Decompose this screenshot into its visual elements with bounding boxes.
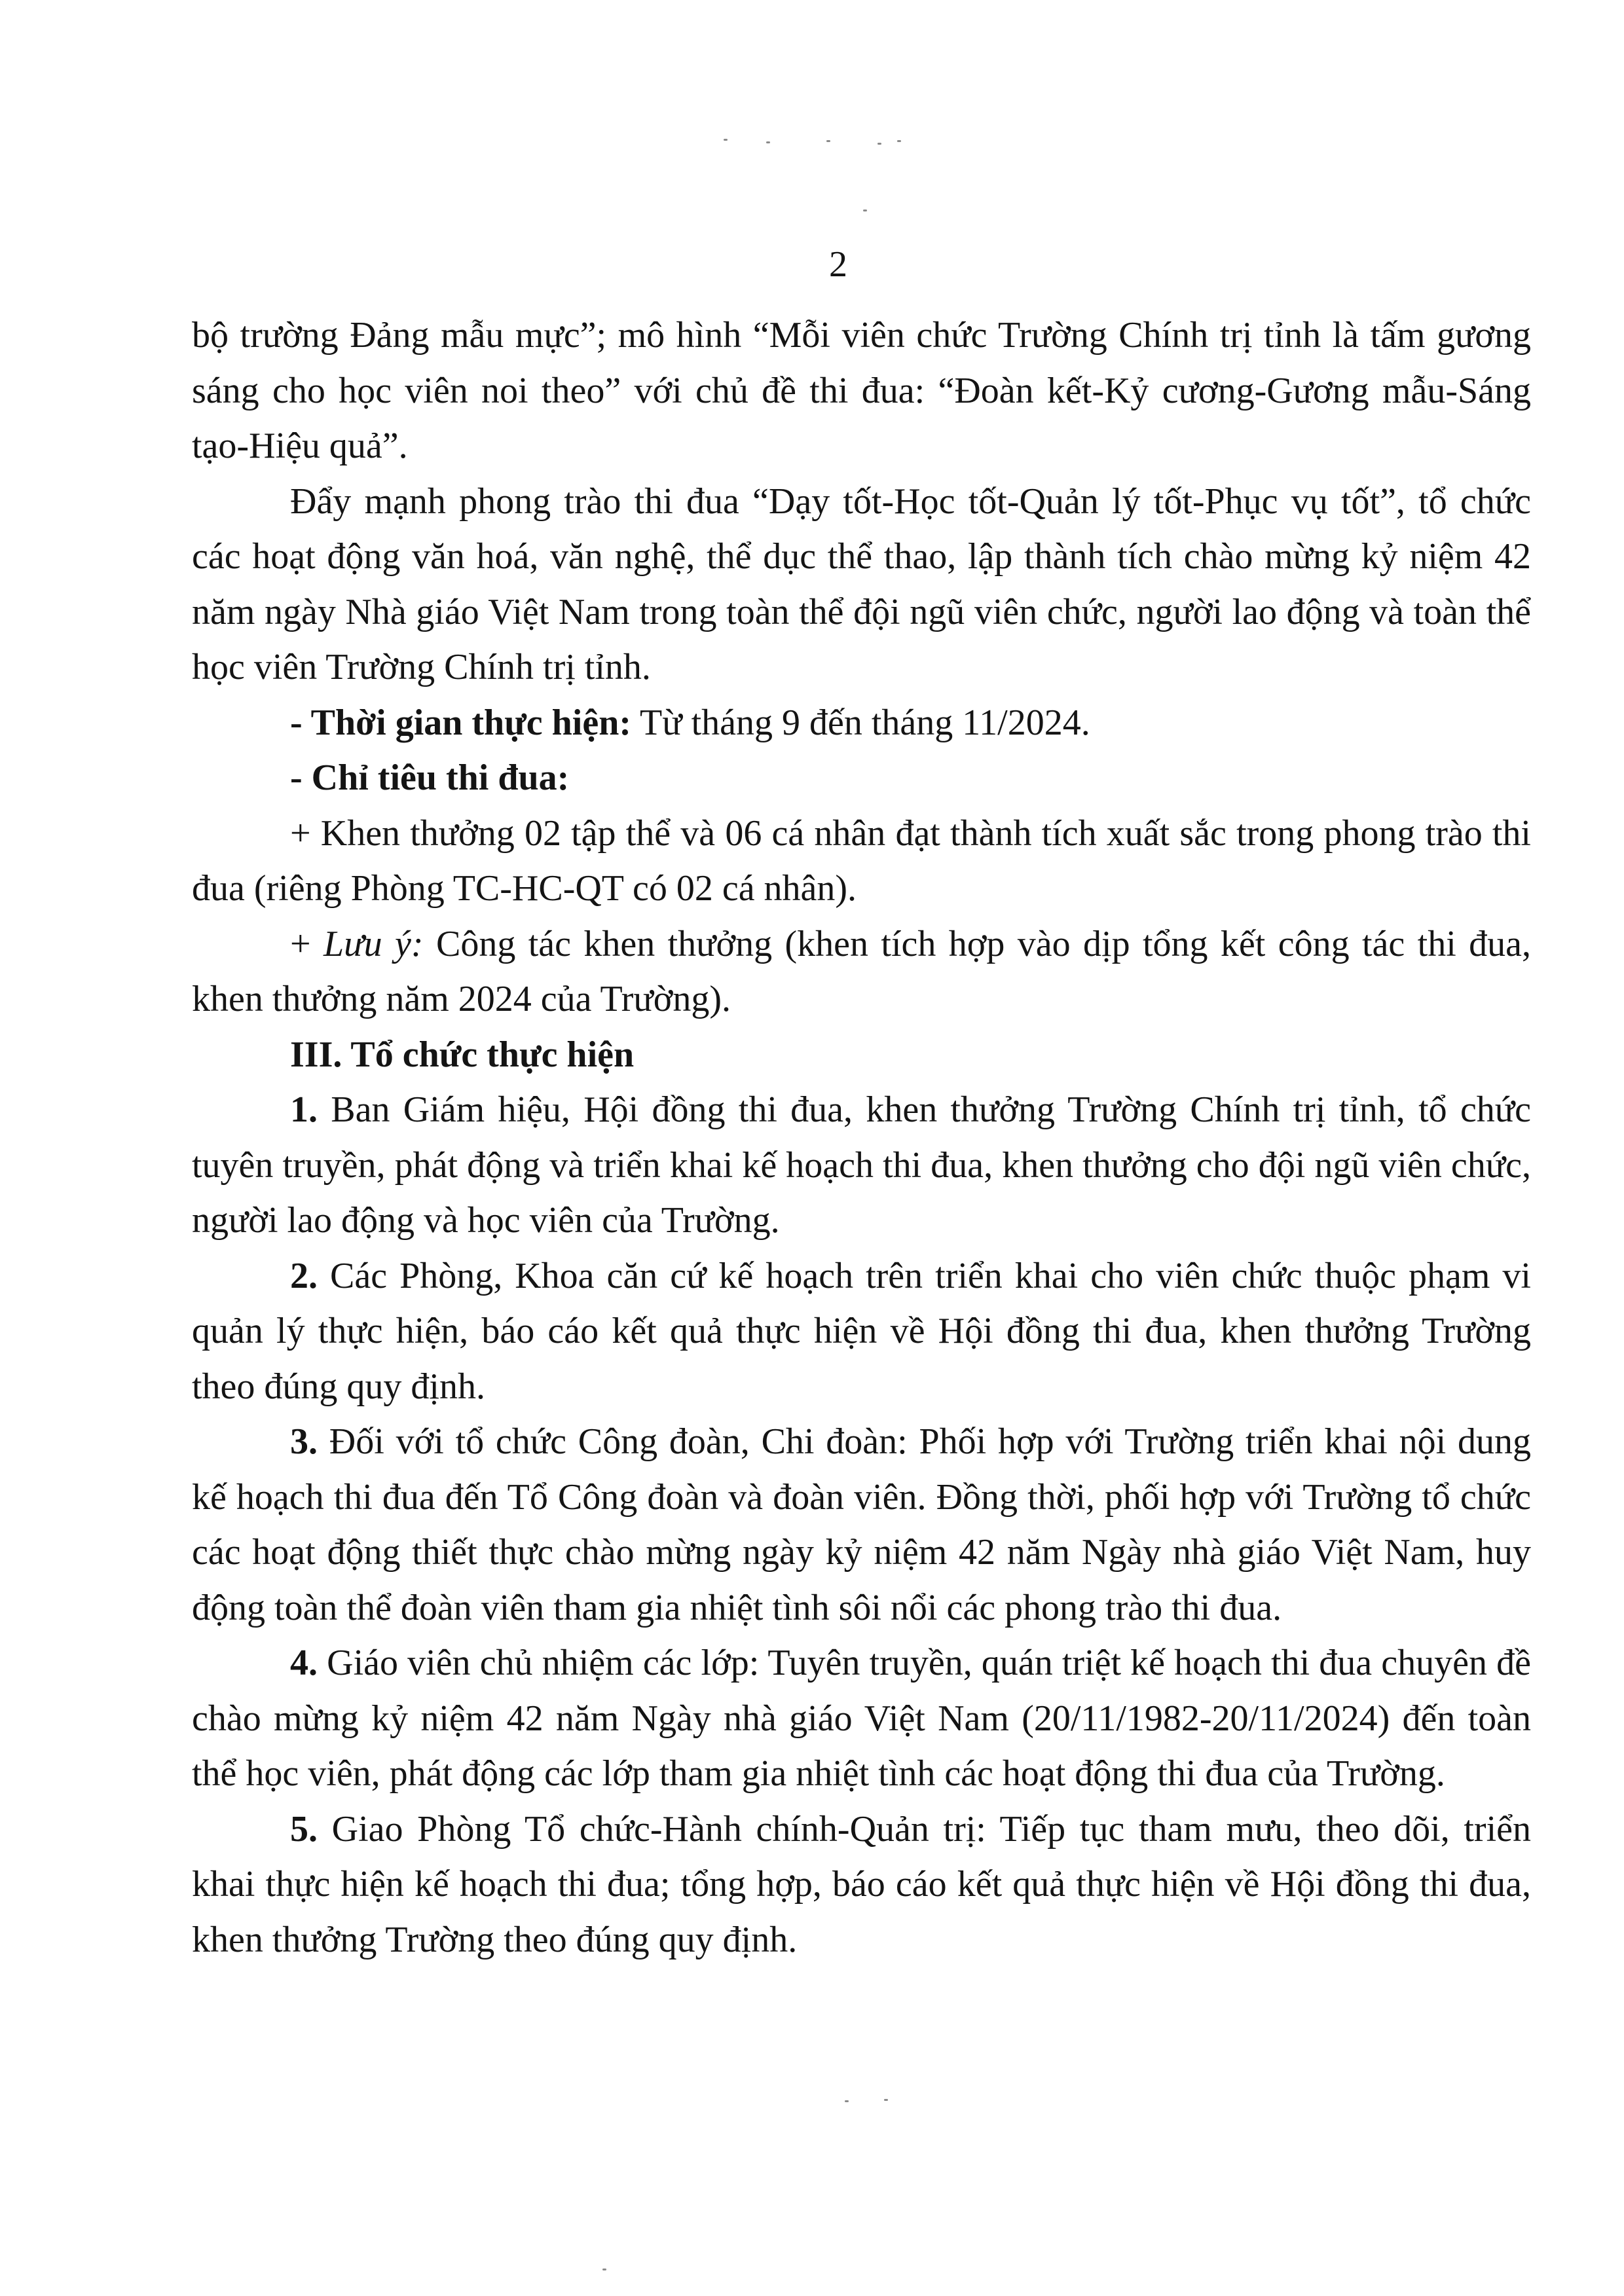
scan-artifact: [863, 210, 867, 211]
note-label: Lưu ý:: [323, 923, 424, 964]
item-4-text: Giáo viên chủ nhiệm các lớp: Tuyên truyền, quán triệt kế hoạch thi đua chuyên đề chào mừng kỷ niệm 42 năm Ngày nhà giáo Việt Nam (20/11/1982-20/11/2024) đến toàn thể học viên, phát động các lớp tham gia nhiệt tình các hoạt động thi đua của Trường.: [192, 1643, 1531, 1794]
item-2: [192, 1248, 1531, 1415]
reward-paragraph: + Khen thưởng 02 tập thể và 06 cá nhân đạt thành tích xuất sắc trong phong trào thi đua (riêng Phòng TC-HC-QT có 02 cá nhân).: [192, 812, 1531, 909]
note-prefix: +: [290, 923, 323, 964]
item-3: [192, 1414, 1531, 1635]
item-2-text: Các Phòng, Khoa căn cứ kế hoạch trên triển khai cho viên chức thuộc phạm vi quản lý thực hiện, báo cáo kết quả thực hiện về Hội đồng thi đua, khen thưởng Trường theo đúng quy định.: [192, 1255, 1531, 1407]
item-5: [192, 1802, 1531, 1968]
item-2-number: 2.: [290, 1255, 318, 1296]
time-label: - Thời gian thực hiện:: [290, 702, 632, 743]
item-5-number: 5.: [290, 1808, 318, 1850]
paragraph-emulation-movement: Đẩy mạnh phong trào thi đua “Dạy tốt-Học tốt-Quản lý tốt-Phục vụ tốt”, tổ chức các hoạt động văn hoá, văn nghệ, thể dục thể thao, lập thành tích chào mừng kỷ niệm 42 năm ngày Nhà giáo Việt Nam trong toàn thể đội ngũ viên chức, người lao động và toàn thể học viên Trường Chính trị tỉnh.: [192, 481, 1531, 687]
scan-artifact: [602, 2269, 606, 2270]
item-4: [192, 1635, 1531, 1802]
scan-artifact: [884, 2099, 888, 2101]
target-label: - Chỉ tiêu thi đua:: [290, 757, 570, 798]
scan-artifact: [877, 143, 881, 145]
item-3-number: 3.: [290, 1421, 318, 1462]
paragraph-continuation: bộ trường Đảng mẫu mực”; mô hình “Mỗi viên chức Trường Chính trị tỉnh là tấm gương sáng cho học viên noi theo” với chủ đề thi đua: “Đoàn kết-Kỷ cương-Gương mẫu-Sáng tạo-Hiệu quả”.: [192, 315, 1531, 466]
item-3-text: Đối với tổ chức Công đoàn, Chi đoàn: Phối hợp với Trường triển khai nội dung kế hoạch thi đua đến Tổ Công đoàn và đoàn viên. Đồng thời, phối hợp với Trường tổ chức các hoạt động thiết thực chào mừng ngày kỷ niệm 42 năm Ngày nhà giáo Việt Nam, huy động toàn thể đoàn viên tham gia nhiệt tình sôi nổi các phong trào thi đua.: [192, 1421, 1531, 1628]
item-1: [192, 1082, 1531, 1248]
time-line: [192, 695, 1531, 751]
item-5-text: Giao Phòng Tổ chức-Hành chính-Quản trị: Tiếp tục tham mưu, theo dõi, triển khai thực hiện kế hoạch thi đua; tổng hợp, báo cáo kết quả thực hiện về Hội đồng thi đua, khen thưởng Trường theo đúng quy định.: [192, 1808, 1531, 1960]
item-1-text: Ban Giám hiệu, Hội đồng thi đua, khen thưởng Trường Chính trị tỉnh, tổ chức tuyên truyền, phát động và triển khai kế hoạch thi đua, khen thưởng cho đội ngũ viên chức, người lao động và học viên của Trường.: [192, 1089, 1531, 1241]
section-heading: III. Tổ chức thực hiện: [290, 1034, 635, 1075]
document-body: [192, 308, 1531, 1967]
scan-artifact: [845, 2100, 849, 2102]
target-line: [192, 750, 1531, 806]
time-text: Từ tháng 9 đến tháng 11/2024.: [631, 702, 1090, 743]
scan-artifact: [766, 141, 770, 143]
note-paragraph: [192, 917, 1531, 1027]
scan-artifact: [826, 140, 830, 142]
item-1-number: 1.: [290, 1089, 318, 1130]
page-number: 2: [829, 244, 847, 285]
scan-artifact: [724, 139, 728, 141]
scan-artifact: [897, 140, 901, 142]
note-text: Công tác khen thưởng (khen tích hợp vào dịp tổng kết công tác thi đua, khen thưởng năm 2024 của Trường).: [192, 923, 1531, 1019]
item-4-number: 4.: [290, 1643, 318, 1683]
